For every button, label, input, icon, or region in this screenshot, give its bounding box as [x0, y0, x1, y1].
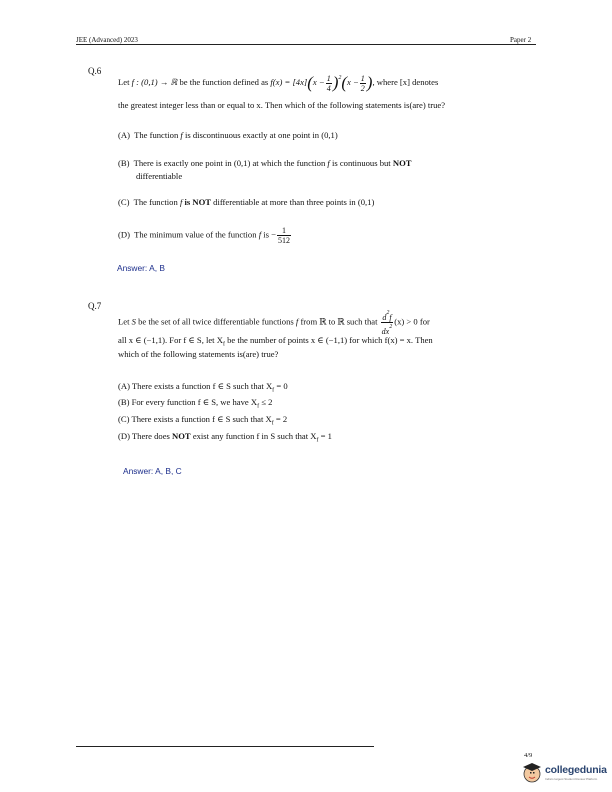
q6-option-b-cont: differentiable [136, 171, 183, 181]
q6-option-d: (D) The minimum value of the function f is − $\frac{1}{512}$ [118, 226, 290, 245]
q6-formula: f(x) = [4x](x − $\frac{1}{4}$ )$^2$(x − $\frac{1}{2}$ ) [270, 73, 373, 93]
header-divider [76, 44, 536, 45]
brand-name[interactable]: collegedunia [545, 764, 607, 776]
question-6-line-2: the greatest integer less than or equal to x. Then which of the following statements is(are) true? [118, 100, 446, 110]
question-6-line-1: Let f : (0,1) → ℝ be the function defined as f(x) = [4x](x − $\frac{1}{4}$ )$^2$(x − $\frac{1}{2}$ ), where [x] denotes [118, 73, 439, 93]
page-number: 4/9 [524, 752, 533, 759]
q7-option-c: (C) There exists a function f ∈ S such that $X_f = 2$ [118, 414, 288, 427]
question-6-number: Q.6 [88, 66, 102, 76]
question-6-answer: Answer: A, B [117, 263, 165, 273]
question-7-line-3: which of the following statements is(are) true? [118, 349, 279, 359]
question-7-line-1: Let S be the set of all twice differentiable functions f from ℝ to ℝ such that $\frac{d^2f}{dx^2}$ (x) > 0 for [118, 310, 430, 336]
q6-option-a: (A) The function f is discontinuous exactly at one point in (0,1) [118, 130, 338, 140]
q6-option-c: (C) The function f is NOT differentiable at more than three points in (0,1) [118, 197, 375, 207]
question-7-number: Q.7 [88, 301, 102, 311]
q7-option-b: (B) For every function f ∈ S, we have $X_f \le 2$ [118, 397, 273, 410]
brand-tagline: India's largest Student Review Platform [545, 777, 598, 781]
question-7-line-2: all x ∈ (−1,1). For f ∈ S, let $X_f$ be the number of points x ∈ (−1,1) for which f(x) = x. Then [118, 335, 433, 348]
exam-title: JEE (Advanced) 2023 [76, 36, 138, 44]
q7-option-d: (D) There does NOT exist any function f in S such that $X_f = 1$ [118, 431, 332, 444]
paper-label: Paper 2 [510, 36, 532, 44]
question-7-answer: Answer: A, B, C [123, 466, 182, 476]
footer-divider [76, 746, 374, 747]
q6-option-b: (B) There is exactly one point in (0,1) at which the function f is continuous but NOT [118, 158, 412, 168]
q7-option-a: (A) There exists a function f ∈ S such that $X_f = 0$ [118, 381, 288, 394]
collegedunia-logo-icon [521, 760, 543, 784]
